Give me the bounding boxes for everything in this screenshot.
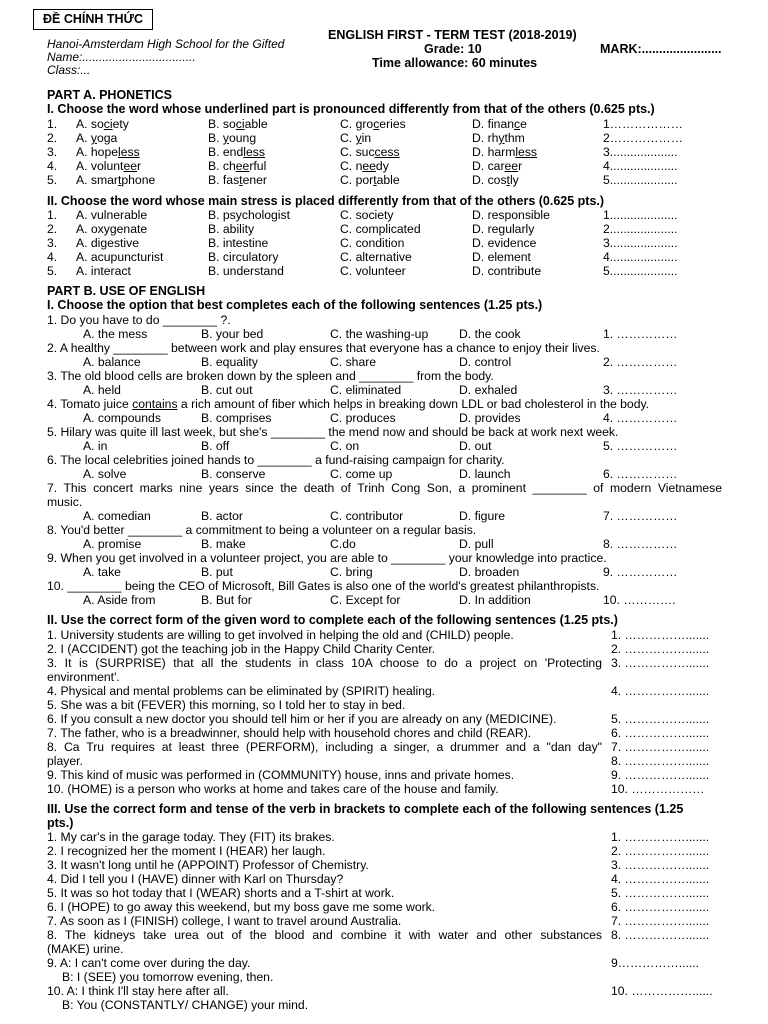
name-line: Name:.................................. [47, 50, 196, 64]
option-text: B. [208, 131, 223, 145]
option-b[interactable]: B. your bed [201, 327, 264, 341]
underlined-part: ci [235, 117, 245, 131]
grade-label: Grade: 10 [424, 42, 482, 56]
item-number: 1. [47, 208, 58, 222]
option-d[interactable] [472, 131, 525, 145]
answer-blank[interactable]: 3.................... [603, 145, 678, 159]
option-d[interactable]: D. responsible [472, 208, 550, 222]
option-text: C. por [340, 173, 374, 187]
underlined-part: y [498, 131, 505, 145]
option-a[interactable]: A. take [83, 565, 121, 579]
option-text: rful [249, 159, 267, 173]
option-c[interactable]: C. eliminated [330, 383, 402, 397]
answer-blank[interactable]: 7. ……………....... [611, 914, 710, 928]
answer-blank[interactable]: 4. …………… [603, 411, 678, 425]
word-form-section-title: II. Use the correct form of the given word to complete each of the following sentences (1.25 pts.) [47, 613, 618, 627]
answer-blank[interactable]: 3. ……………....... [611, 858, 710, 872]
question-text [47, 397, 737, 411]
question-text: 1. My car's in the garage today. They (FIT) its brakes. [47, 830, 335, 844]
option-a[interactable]: A. compounds [83, 411, 161, 425]
question-text: 8. You'd better ________ a commitment to being a volunteer on a regular basis. [47, 523, 477, 537]
question-text-cont: (MAKE) urine. [47, 942, 124, 956]
question-text: 2. I (ACCIDENT) got the teaching job in the Happy Child Charity Center. [47, 642, 436, 656]
question-text: 3. It wasn't long until he (APPOINT) Professor of Chemistry. [47, 858, 369, 872]
option-a[interactable]: A. solve [83, 467, 127, 481]
option-c[interactable]: C. the washing-up [330, 327, 429, 341]
option-c[interactable]: C. Except for [330, 593, 401, 607]
option-text: e [520, 117, 527, 131]
option-d[interactable]: D. out [459, 439, 492, 453]
item-number: 4. [47, 159, 58, 173]
answer-blank[interactable]: 4. ……………....... [611, 872, 710, 886]
answer-blank[interactable]: 5. …………… [603, 439, 678, 453]
option-b[interactable]: B. off [201, 439, 230, 453]
answer-blank[interactable]: 10. ……………… [611, 782, 705, 796]
question-text: 10. A: I think I'll stay here after all. [47, 984, 229, 998]
option-text: C. n [340, 159, 363, 173]
option-a[interactable]: A. Aside from [83, 593, 156, 607]
option-d[interactable]: D. element [472, 250, 531, 264]
underlined-part: ci [103, 117, 113, 131]
option-d[interactable] [472, 173, 519, 187]
answer-blank[interactable]: 5. ……………....... [611, 712, 710, 726]
option-b[interactable]: B. equality [201, 355, 258, 369]
question-text: 7. The father, who is a breadwinner, should help with household chores and child (REAR). [47, 726, 532, 740]
question-text: 2. I recognized her the moment I (HEAR) her laugh. [47, 844, 326, 858]
option-c[interactable] [340, 159, 389, 173]
underlined-part: cess [374, 145, 400, 159]
answer-blank[interactable]: 6. ……………....... [611, 900, 710, 914]
option-text: thm [504, 131, 525, 145]
option-a[interactable]: A. the mess [83, 327, 148, 341]
option-d[interactable]: D. pull [459, 537, 494, 551]
option-text: D. cos [472, 173, 507, 187]
option-text: C. [340, 131, 356, 145]
option-c[interactable] [340, 145, 400, 159]
official-badge: ĐỀ CHÍNH THỨC [33, 9, 153, 30]
question-text: 6. If you consult a new doctor you should tell him or her if you are already on any (MEDICINE). [47, 712, 557, 726]
option-d[interactable]: D. provides [459, 411, 521, 425]
option-text: A. volunt [76, 159, 124, 173]
answer-blank[interactable]: 1.................... [603, 208, 678, 222]
underlined-part: t [506, 173, 510, 187]
option-b[interactable] [208, 145, 265, 159]
question-text: 5. Hilary was quite ill last week, but she's ________ the mend now and should be back at work next week. [47, 425, 619, 439]
option-b[interactable]: B. make [201, 537, 246, 551]
option-d[interactable]: D. the cook [459, 327, 521, 341]
answer-blank[interactable]: 8. …………… [603, 537, 678, 551]
question-text: 6. The local celebrities joined hands to ________ a fund-raising campaign for charity. [47, 453, 505, 467]
option-text: r [518, 159, 523, 173]
underlined-part: t [373, 173, 377, 187]
option-c[interactable] [340, 131, 371, 145]
option-text: able [376, 173, 400, 187]
answer-blank[interactable]: 5.................... [603, 264, 678, 278]
option-text: B. end [208, 145, 244, 159]
option-text: dy [375, 159, 389, 173]
option-text: oga [97, 131, 118, 145]
option-b[interactable]: B. circulatory [208, 250, 279, 264]
option-text: B. ch [208, 159, 236, 173]
answer-blank[interactable]: 6. ……………....... [611, 726, 710, 740]
underlined-part: t [117, 173, 122, 187]
option-b[interactable]: B. understand [208, 264, 284, 278]
underlined-part: y [90, 131, 97, 145]
question-text: 3. It is (SURPRISE) that all the students in class 10A choose to do a project on 'Protecting [47, 656, 602, 670]
option-d[interactable] [472, 159, 522, 173]
option-text: phone [121, 173, 156, 187]
phonetics-section-1-title: I. Choose the word whose underlined part is pronounced differently from that of the others (0.625 pts.) [47, 102, 655, 116]
question-text: 8. Ca Tru requires at least three (PERFORM), including a singer, a drummer and a "dan day" [47, 740, 602, 754]
option-b[interactable]: B. psychologist [208, 208, 290, 222]
option-d[interactable]: D. regularly [472, 222, 535, 236]
option-text: ly [509, 173, 519, 187]
question-text: 7. This concert marks nine years since the death of Trinh Cong Son, a prominent ________ of modern Vietnamese [47, 481, 722, 495]
use-of-english-section-1-title: I. Choose the option that best completes each of the following sentences (1.25 pts.) [47, 298, 543, 312]
option-c[interactable]: C. complicated [340, 222, 421, 236]
answer-blank[interactable]: 9……………...... [611, 956, 700, 970]
option-b[interactable] [208, 117, 268, 131]
answer-blank[interactable]: 2. ……………....... [611, 642, 710, 656]
answer-blank[interactable]: 1. ……………....... [611, 628, 710, 642]
question-text: 9. When you get involved in a volunteer project, you are able to ________ your knowledge into practice. [47, 551, 607, 565]
question-part: 4. Tomato juice [47, 397, 133, 411]
answer-blank[interactable]: 9. …………… [603, 565, 678, 579]
option-d[interactable]: D. In addition [459, 593, 531, 607]
option-a[interactable]: A. in [83, 439, 108, 453]
answer-blank[interactable]: 10. ……………...... [611, 984, 713, 998]
underlined-part: less [515, 145, 538, 159]
question-text: music. [47, 495, 83, 509]
option-text: A. hope [76, 145, 119, 159]
option-c[interactable]: C. on [330, 439, 360, 453]
underlined-part: t [239, 173, 243, 187]
item-number: 3. [47, 236, 58, 250]
underlined-word: contains [132, 397, 178, 411]
mark-field: MARK:....................... [600, 42, 722, 56]
answer-blank[interactable]: 2.................... [603, 222, 678, 236]
answer-blank[interactable]: 4.................... [603, 250, 678, 264]
option-b[interactable]: B. ability [208, 222, 255, 236]
question-text: 8. The kidneys take urea out of the blood and combine it with water and other substances [47, 928, 602, 942]
answer-blank[interactable]: 2. …………… [603, 355, 678, 369]
answer-blank[interactable]: 1……………… [603, 117, 683, 131]
question-text: 2. A healthy ________ between work and play ensures that everyone has a chance to enjoy their lives. [47, 341, 600, 355]
option-text: A. smar [76, 173, 118, 187]
answer-blank[interactable]: 3. ……………....... [611, 656, 710, 670]
part-b-title: PART B. USE OF ENGLISH [47, 284, 206, 298]
answer-blank[interactable]: 3.................... [603, 236, 678, 250]
option-text: D. car [472, 159, 505, 173]
option-b[interactable]: B. put [201, 565, 233, 579]
underlined-part: c [373, 117, 380, 131]
option-c[interactable] [340, 117, 406, 131]
option-c[interactable]: C. condition [340, 236, 405, 250]
option-text: A. [76, 131, 91, 145]
option-a[interactable]: A. digestive [76, 236, 140, 250]
answer-blank[interactable]: 8. ……………....... [611, 928, 710, 942]
answer-blank[interactable]: 2. ……………....... [611, 844, 710, 858]
option-c[interactable]: C. come up [330, 467, 393, 481]
option-d[interactable] [472, 117, 527, 131]
option-text: D. harm [472, 145, 516, 159]
question-text: 4. Physical and mental problems can be eliminated by (SPIRIT) healing. [47, 684, 436, 698]
answer-blank[interactable]: 9. ……………....... [611, 768, 710, 782]
underlined-part: ee [123, 159, 137, 173]
option-a[interactable]: A. acupuncturist [76, 250, 164, 264]
question-text: 10. (HOME) is a person who works at home and takes care of the house and family. [47, 782, 499, 796]
option-text: oung [229, 131, 257, 145]
answer-blank[interactable]: 1. …………… [603, 327, 678, 341]
answer-blank[interactable]: 3. …………… [603, 383, 678, 397]
option-text: D. rh [472, 131, 499, 145]
answer-blank[interactable]: 4.................... [603, 159, 678, 173]
option-b[interactable] [208, 173, 267, 187]
item-number: 5. [47, 264, 58, 278]
option-c[interactable]: C.do [330, 537, 356, 551]
question-text-cont: B: I (SEE) you tomorrow evening, then. [62, 970, 274, 984]
underlined-part: ee [362, 159, 376, 173]
option-d[interactable]: D. exhaled [459, 383, 518, 397]
class-line: Class:... [47, 63, 91, 77]
answer-blank[interactable]: 5. ……………....... [611, 886, 710, 900]
option-d[interactable]: D. broaden [459, 565, 520, 579]
item-number: 4. [47, 250, 58, 264]
question-text: 4. Did I tell you I (HAVE) dinner with Karl on Thursday? [47, 872, 344, 886]
question-text: 1. Do you have to do ________ ?. [47, 313, 231, 327]
answer-blank[interactable]: 7. …………… [603, 509, 678, 523]
option-b[interactable] [208, 159, 266, 173]
option-c[interactable]: C. society [340, 208, 394, 222]
option-c[interactable] [340, 173, 400, 187]
option-c[interactable]: C. contributor [330, 509, 404, 523]
option-a[interactable]: A. interact [76, 264, 131, 278]
option-d[interactable]: D. evidence [472, 236, 537, 250]
item-number: 1. [47, 117, 58, 131]
option-b[interactable]: B. conserve [201, 467, 266, 481]
question-text: 9. A: I can't come over during the day. [47, 956, 251, 970]
verb-tense-section-title-line-2: pts.) [47, 816, 74, 830]
option-text: in [361, 131, 372, 145]
answer-blank[interactable]: 10. …………. [603, 593, 676, 607]
option-b[interactable]: B. comprises [201, 411, 272, 425]
test-title: ENGLISH FIRST - TERM TEST (2018-2019) [328, 28, 577, 42]
underlined-part: y [355, 131, 362, 145]
option-text: ener [242, 173, 267, 187]
time-allowance: Time allowance: 60 minutes [372, 56, 538, 70]
option-text: B. so [208, 117, 236, 131]
option-d[interactable] [472, 145, 537, 159]
option-b[interactable]: B. cut out [201, 383, 253, 397]
option-b[interactable]: B. actor [201, 509, 243, 523]
answer-blank[interactable]: 7. ……………....... [611, 740, 710, 754]
question-text-cont: B: You (CONSTANTLY/ CHANGE) your mind. [62, 998, 309, 1012]
option-b[interactable]: B. intestine [208, 236, 269, 250]
option-d[interactable]: D. contribute [472, 264, 542, 278]
question-text: 6. I (HOPE) to go away this weekend, but my boss gave me some work. [47, 900, 436, 914]
option-text: B. fas [208, 173, 240, 187]
option-c[interactable]: C. alternative [340, 250, 412, 264]
question-text-cont: player. [47, 754, 83, 768]
option-a[interactable]: A. oxygenate [76, 222, 148, 236]
underlined-part: y [222, 131, 229, 145]
option-text: A. so [76, 117, 104, 131]
option-text: D. finan [472, 117, 515, 131]
item-number: 2. [47, 131, 58, 145]
underlined-part: ee [235, 159, 250, 173]
option-a[interactable]: A. vulnerable [76, 208, 148, 222]
option-text: ety [112, 117, 129, 131]
option-a[interactable]: A. held [83, 383, 121, 397]
option-a[interactable] [76, 145, 140, 159]
option-text: able [244, 117, 268, 131]
option-b[interactable] [208, 131, 256, 145]
question-text: 5. It was so hot today that I (WEAR) shorts and a T-shirt at work. [47, 886, 395, 900]
verb-tense-section-title-line-1: III. Use the correct form and tense of the verb in brackets to complete each of the following sentences (1.25 [47, 802, 684, 816]
option-a[interactable]: A. balance [83, 355, 141, 369]
question-text: 1. University students are willing to get involved in helping the old and (CHILD) people. [47, 628, 514, 642]
answer-blank[interactable]: 8. ……………....... [611, 754, 710, 768]
question-text: 7. As soon as I (FINISH) college, I want to travel around Australia. [47, 914, 402, 928]
option-text: r [137, 159, 142, 173]
answer-blank[interactable]: 5.................... [603, 173, 678, 187]
option-c[interactable]: C. volunteer [340, 264, 406, 278]
question-text-cont: environment'. [47, 670, 120, 684]
answer-blank[interactable]: 2……………… [603, 131, 683, 145]
question-text: 5. She was a bit (FEVER) this morning, so I told her to stay in bed. [47, 698, 406, 712]
question-text: 9. This kind of music was performed in (COMMUNITY) house, inns and private homes. [47, 768, 515, 782]
answer-blank[interactable]: 1. ……………....... [611, 830, 710, 844]
underlined-part: less [243, 145, 265, 159]
underlined-part: ee [504, 159, 519, 173]
option-b[interactable]: B. But for [201, 593, 252, 607]
question-part: a rich amount of fiber which helps in breaking down LDL or bad cholesterol in the body. [177, 397, 650, 411]
question-text: 3. The old blood cells are broken down by the spleen and ________ from the body. [47, 369, 494, 383]
option-text: eries [379, 117, 406, 131]
option-a[interactable] [76, 131, 117, 145]
option-a[interactable] [76, 117, 129, 131]
option-a[interactable]: A. comedian [83, 509, 151, 523]
option-a[interactable]: A. promise [83, 537, 142, 551]
option-c[interactable]: C. share [330, 355, 377, 369]
school-name: Hanoi-Amsterdam High School for the Gifted [47, 37, 285, 51]
option-d[interactable]: D. control [459, 355, 512, 369]
option-a[interactable] [76, 173, 155, 187]
option-d[interactable]: D. figure [459, 509, 506, 523]
phonetics-section-2-title: II. Choose the word whose main stress is placed differently from that of the others (0.625 pts.) [47, 194, 605, 208]
option-d[interactable]: D. launch [459, 467, 511, 481]
underlined-part: c [514, 117, 521, 131]
option-a[interactable] [76, 159, 141, 173]
part-a-title: PART A. PHONETICS [47, 88, 173, 102]
option-c[interactable]: C. produces [330, 411, 396, 425]
option-text: C. gro [340, 117, 374, 131]
item-number: 2. [47, 222, 58, 236]
answer-blank[interactable]: 4. ……………....... [611, 684, 710, 698]
question-text: 10. ________ being the CEO of Microsoft, Bill Gates is also one of the world's greatest philanthropists. [47, 579, 600, 593]
answer-blank[interactable]: 6. …………… [603, 467, 678, 481]
option-text: C. suc [340, 145, 375, 159]
item-number: 5. [47, 173, 58, 187]
underlined-part: less [118, 145, 140, 159]
item-number: 3. [47, 145, 58, 159]
option-c[interactable]: C. bring [330, 565, 373, 579]
